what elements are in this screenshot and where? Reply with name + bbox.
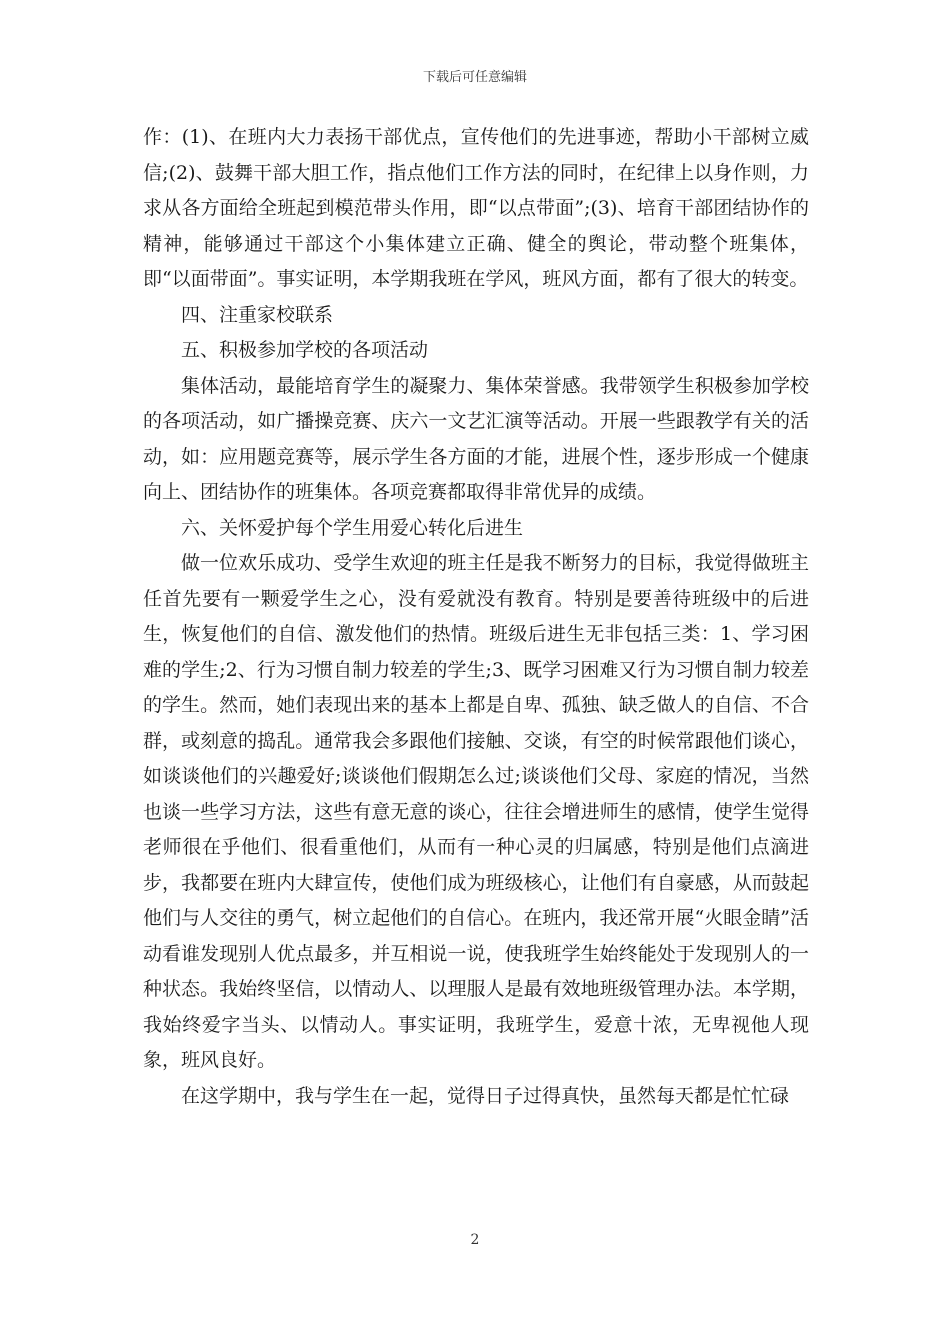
paragraph-collective-activities: 集体活动，最能培育学生的凝聚力、集体荣誉感。我带领学生积极参加学校的各项活动，如广播操竞赛、庆六一文艺汇演等活动。开展一些跟教学有关的活动，如：应用题竞赛等，展示学生各方面的才能，进展个性，逐步形成一个健康向上、团结协作的班集体。各项竞赛都取得非常优异的成绩。	[143, 374, 809, 503]
document-body	[143, 120, 809, 1114]
paragraph-semester-summary: 在这学期中，我与学生在一起，觉得日子过得真快，虽然每天都是忙忙碌	[181, 1084, 790, 1107]
paragraph-cadre-work: 作：(1)、在班内大力表扬干部优点，宣传他们的先进事迹，帮助小干部树立威信;(2)、鼓舞干部大胆工作，指点他们工作方法的同时，在纪律上以身作则，力求从各方面给全班起到模范带头作用，即“以点带面”;(3)、培育干部团结协作的精神，能够通过干部这个小集体建立正确、健全的舆论，带动整个班集体，即“以面带面”。事实证明，本学期我班在学风，班风方面，都有了很大的转变。	[143, 126, 809, 290]
heading-school-activities: 五、积极参加学校的各项活动	[181, 339, 429, 361]
heading-care-for-students: 六、关怀爱护每个学生用爱心转化后进生	[181, 516, 524, 539]
paragraph-head-teacher-goal: 做一位欢乐成功、受学生欢迎的班主任是我不断努力的目标，我觉得做班主任首先要有一颗爱学生之心，没有爱就没有教育。特别是要善待班级中的后进生，恢复他们的自信、激发他们的热情。班级后进生无非包括三类：1、学习困难的学生;2、行为习惯自制力较差的学生;3、既学习困难又行为习惯自制力较差的学生。然而，她们表现出来的基本上都是自卑、孤独、缺乏做人的自信、不合群，或刻意的捣乱。通常我会多跟他们接触、交谈，有空的时候常跟他们谈心，如谈谈他们的兴趣爱好;谈谈他们假期怎么过;谈谈他们父母、家庭的情况，当然也谈一些学习方法，这些有意无意的谈心，往往会增进师生的感情，使学生觉得老师很在乎他们、很看重他们，从而有一种心灵的归属感，特别是他们点滴进步，我都要在班内大肆宣传，使他们成为班级核心，让他们有自豪感，从而鼓起他们与人交往的勇气，树立起他们的自信心。在班内，我还常开展“火眼金睛”活动看谁发现别人优点最多，并互相说一说，使我班学生始终能处于发现别人的一种状态。我始终坚信，以情动人、以理服人是最有效地班级管理办法。本学期，我始终爱字当头、以情动人。事实证明，我班学生，爱意十浓，无卑视他人现象，班风良好。	[143, 552, 809, 1071]
heading-home-school-contact: 四、注重家校联系	[181, 303, 334, 326]
page-header: 下载后可任意编辑	[422, 70, 527, 85]
page-number: 2	[470, 1232, 480, 1248]
